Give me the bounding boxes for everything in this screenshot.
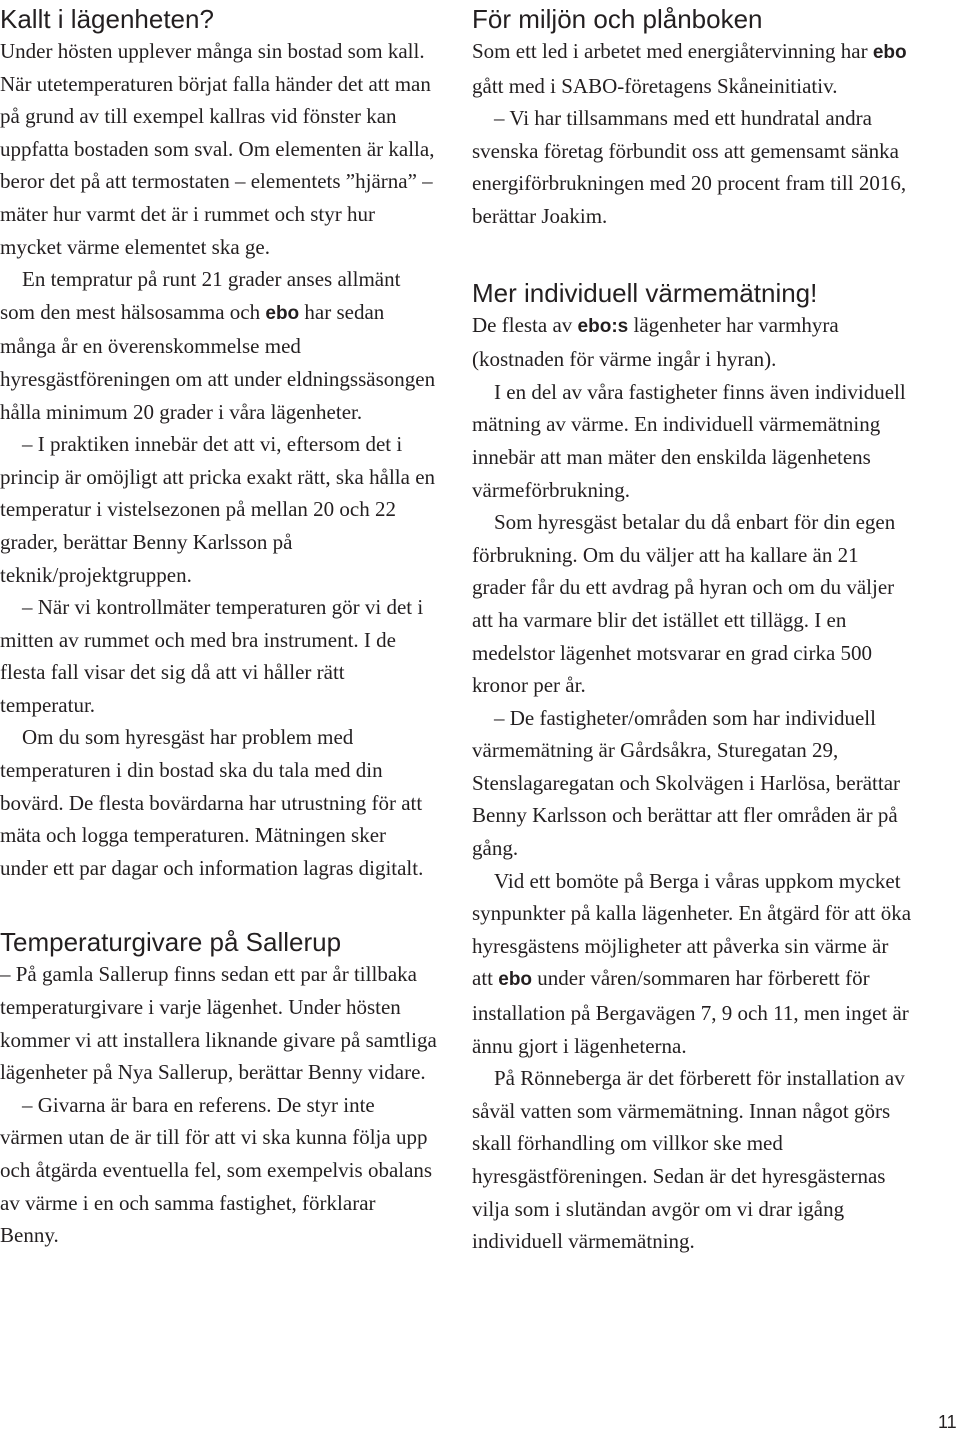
- ebo-logo-text: ebo:s: [577, 315, 629, 337]
- paragraph: – I praktiken innebär det att vi, eftersom det i princip är omöjligt att pricka exakt rätt, ska hålla en temperatur i vistelsezonen på mellan 20 och 22 grader, berättar Benny Karlsson på teknik/projektgruppen.: [0, 432, 436, 587]
- text: gått med i SABO-företagens Skåneinitiativ.: [472, 73, 838, 98]
- ebo-logo-text: ebo: [872, 42, 907, 63]
- paragraph: I en del av våra fastigheter finns även individuell mätning av värme. En individuell värmemätning innebär att man mäter den enskilda lägenhetens värmeförbrukning.: [472, 379, 906, 502]
- text: Som ett led i arbetet med energiåtervinning har: [472, 39, 868, 63]
- ebo-logo-text: ebo: [498, 969, 533, 991]
- paragraph: – Givarna är bara en referens. De styr inte värmen utan de är till för att vi ska kunna följa upp och åtgärda eventuella fel, som exempelvis obalans av värme i en och samma fastighet, förklarar Benny.: [0, 1092, 433, 1248]
- paragraph: På Rönneberga är det förberett för installation av såväl vatten som värmemätning. Innan något görs skall förhandling om villkor ske med hyresgästföreningen. Sedan är det hyresgästernas vilja som i slutändan avgör om vi drar igång individuell värmemätning.: [472, 1066, 905, 1254]
- paragraph: – När vi kontrollmäter temperaturen gör vi det i mitten av rummet och med bra instrument. I de flesta fall visar det sig då att vi håller rätt temperatur.: [0, 595, 424, 717]
- paragraph: – De fastigheter/områden som har individuell värmemätning är Gårdsåkra, Sturegatan 29, Stenslagaregatan och Skolvägen i Harlösa, berättar Benny Karlsson och berättar att fler områden är på gång.: [472, 705, 901, 861]
- paragraph: [0, 263, 438, 428]
- text: Vid ett bomöte på Berga i våras uppkom mycket synpunkter på kalla lägenheter. En åtgärd för att öka hyresgästens möjligheter att påverka sin värme är att: [472, 868, 912, 991]
- paragraph: – Vi har tillsammans med ett hundratal andra svenska företag förbundit oss att gemensamt sänka energiförbrukningen med 20 procent fram till 2016, berättar Joakim.: [472, 106, 907, 228]
- left-column: [0, 0, 438, 1252]
- text: lägenheter har varmhyra (kostnaden för värme ingår i hyran).: [472, 312, 839, 372]
- paragraph: Under hösten upplever många sin bostad som kall. När utetemperaturen börjat falla händer det att man på grund av till exempel kallras vid fönster kan uppfatta bostaden som sval. Om elementen är kalla, beror det på att termostaten – elementets ”hjärna” – mäter hur varmt det är i rummet och styr hur mycket värme elementet ska ge.: [0, 39, 435, 259]
- heading-kallt-i-lagenheten: Kallt i lägenheten?: [0, 4, 214, 34]
- text: En tempratur på runt 21 grader anses allmänt som den mest hälsosamma och: [0, 267, 401, 324]
- paragraph: Som hyresgäst betalar du då enbart för din egen förbrukning. Om du väljer att ha kallare än 21 grader får du ett avdrag på hyran och om du väljer att ha varmare blir det istället ett tillägg. I en medelstor lägenhet motsvarar en grad cirka 500 kronor per år.: [472, 510, 896, 698]
- heading-for-miljon: För miljön och plånboken: [472, 4, 763, 34]
- paragraph: [472, 35, 912, 102]
- paragraph: – På gamla Sallerup finns sedan ett par år tillbaka temperaturgivare i varje lägenhet. Under hösten kommer vi att installera liknande givare på samtliga lägenheter på Nya Sallerup, berättar Benny vidare.: [0, 962, 437, 1085]
- paragraph: [472, 865, 912, 1063]
- page-number: 11: [938, 1412, 957, 1432]
- text: under våren/sommaren har förberett för installation på Bergavägen 7, 9 och 11, men inget är ännu gjort i lägenheterna.: [472, 966, 909, 1058]
- ebo-logo-text: ebo: [265, 302, 300, 324]
- heading-temperaturgivare: Temperaturgivare på Sallerup: [0, 927, 342, 958]
- right-column: [472, 0, 912, 1258]
- text: De flesta av: [472, 312, 573, 337]
- heading-individuell-varmematning: Mer individuell värmemätning!: [472, 277, 818, 308]
- paragraph: Om du som hyresgäst har problem med temperaturen i din bostad ska du tala med din bovärd. De flesta bovärdarna har utrustning för att mäta och logga temperaturen. Mätningen sker under ett par dagar och information lagras digitalt.: [0, 725, 424, 880]
- text: har sedan många år en överenskommelse med hyresgästföreningen om att under eldningssäsongen hålla minimum 20 grader i våra lägenheter.: [0, 299, 436, 424]
- paragraph: [472, 309, 912, 376]
